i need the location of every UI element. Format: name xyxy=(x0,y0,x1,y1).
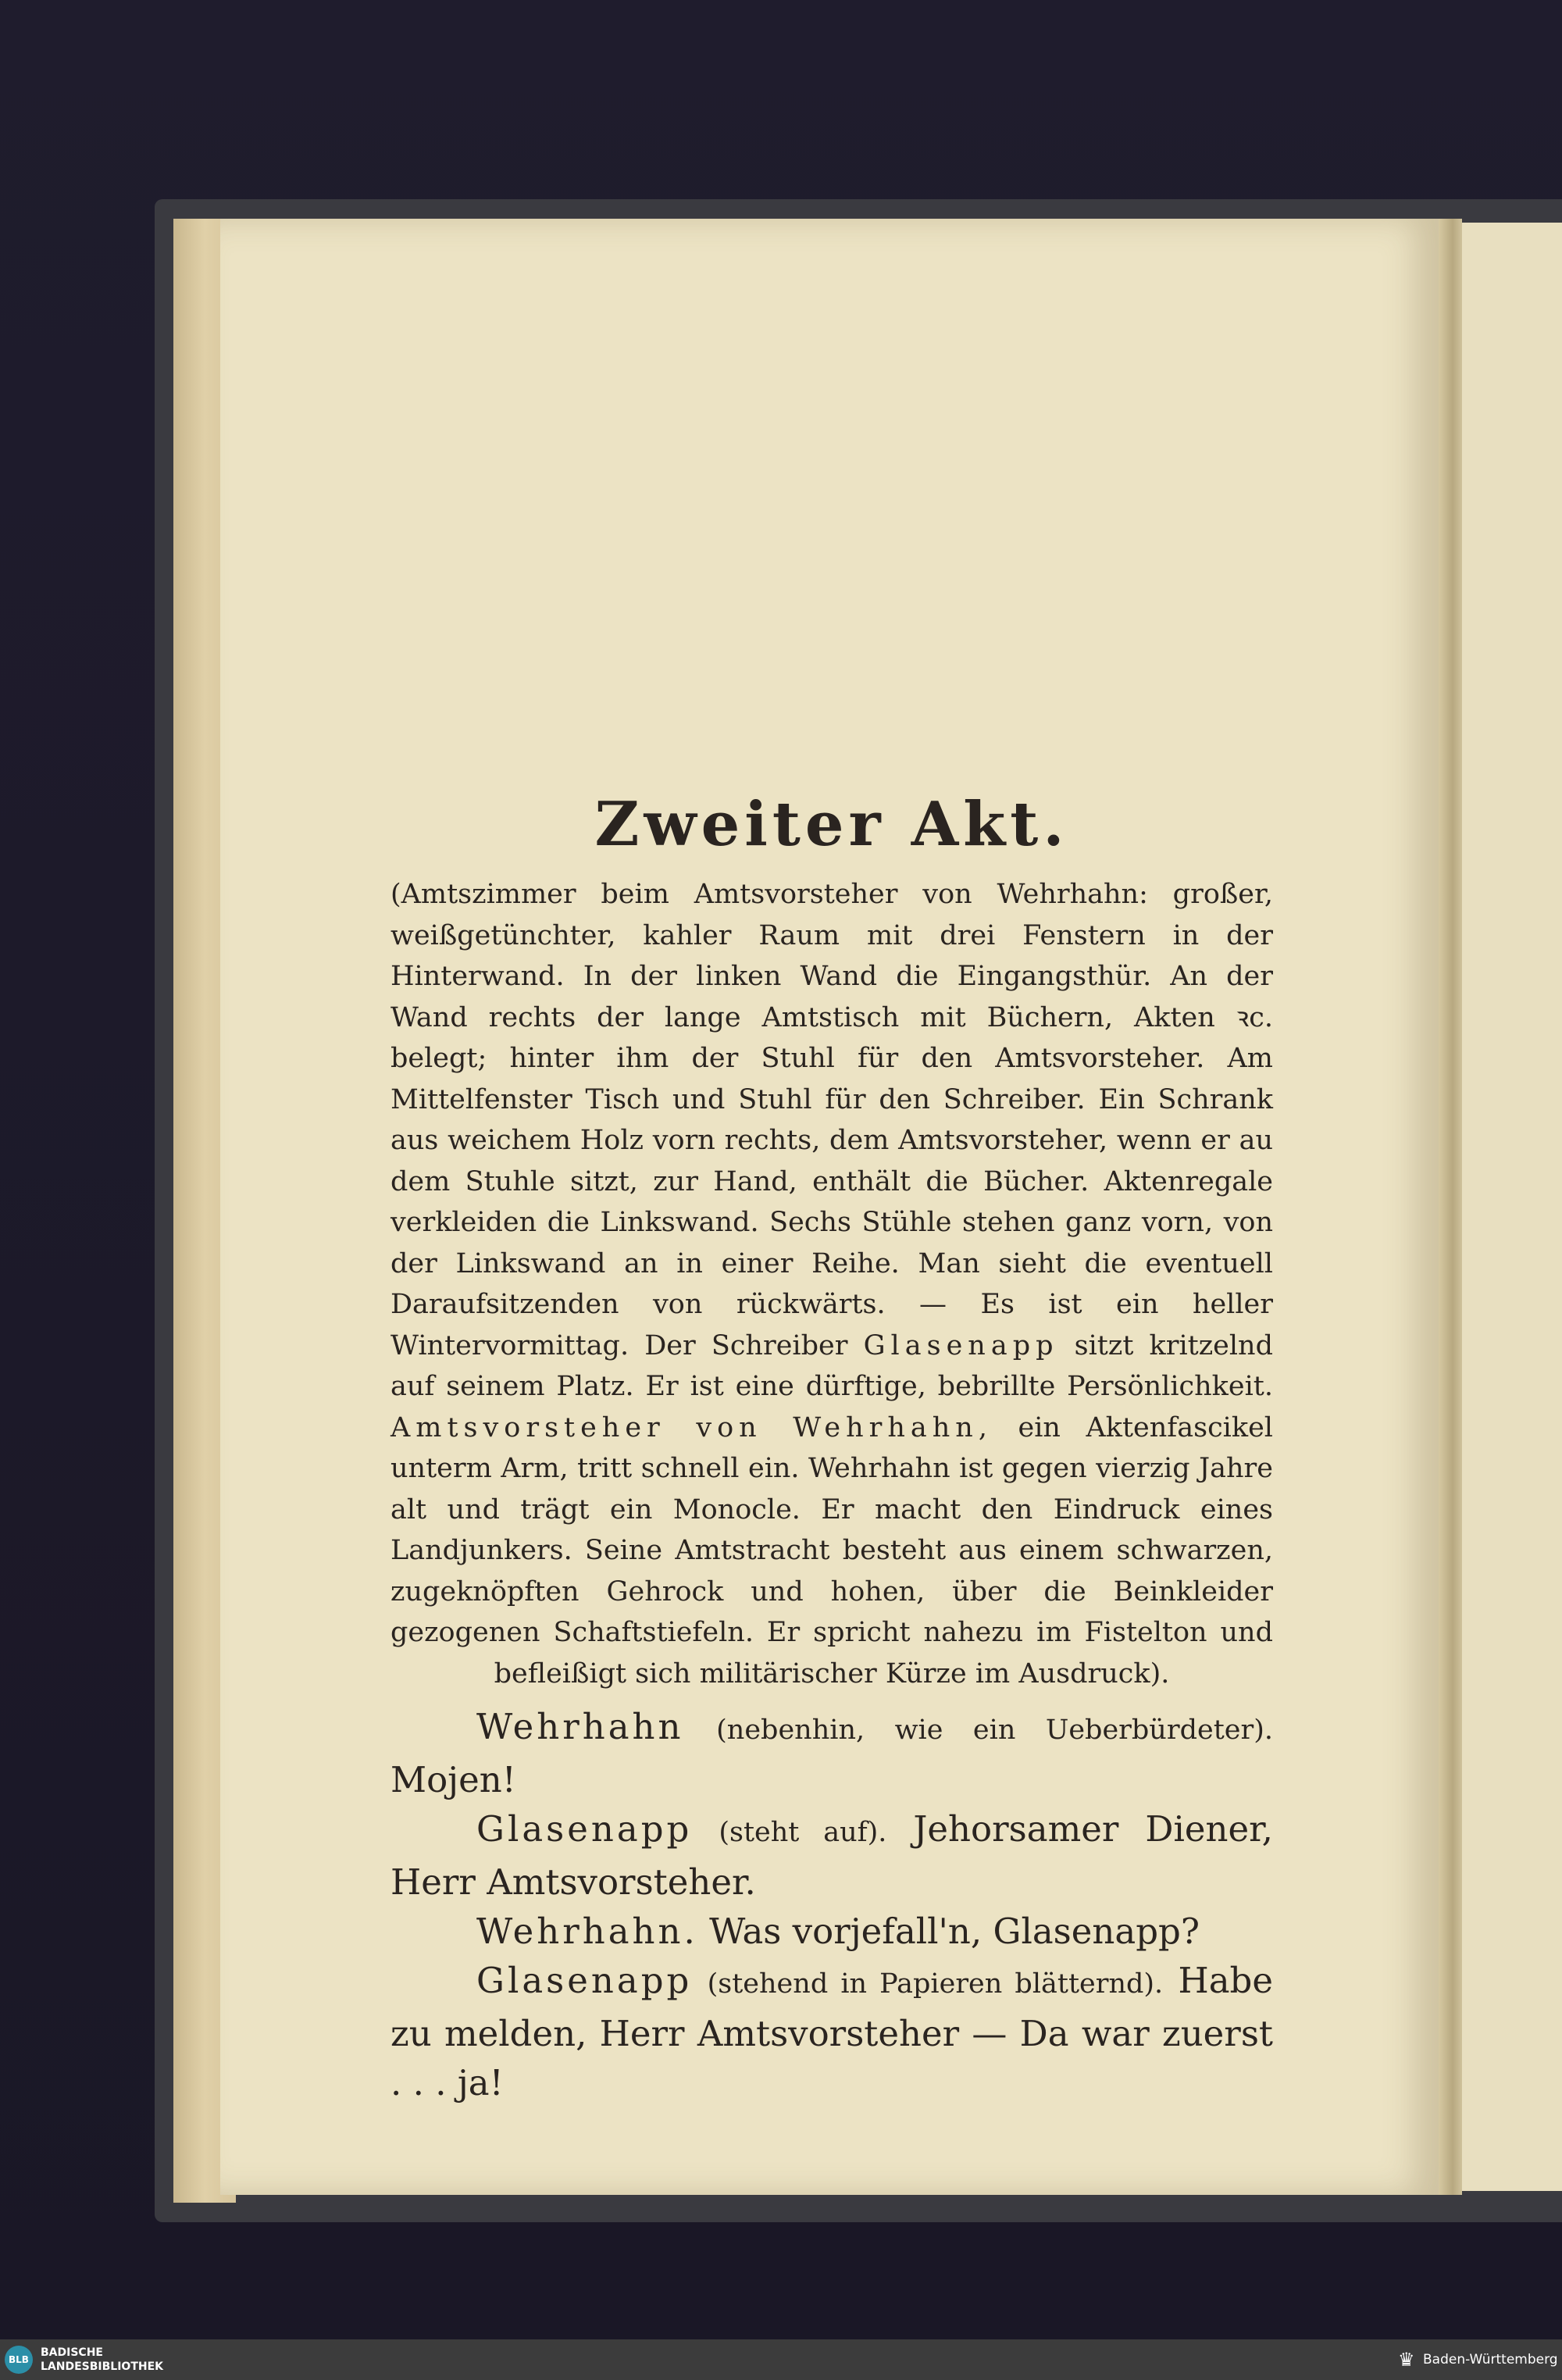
page-text xyxy=(390,789,1273,2107)
footer-bar xyxy=(0,2339,1562,2380)
dialogue-line xyxy=(390,1702,1273,1804)
dialogue-text: Habe zu melden, Herr Amtsvorsteher — Da war zuerst . . . ja! xyxy=(390,1960,1273,2103)
state-name: Baden-Württemberg xyxy=(1423,2352,1558,2368)
speaker-direction: (steht auf). xyxy=(719,1817,887,1848)
book-gutter xyxy=(1439,219,1462,2195)
dialogue-text: Was vorjefall'n, Glasenapp? xyxy=(709,1911,1200,1952)
dialogue-block xyxy=(390,1702,1273,2107)
blb-logo-icon: BLB xyxy=(5,2346,33,2374)
dialogue-line xyxy=(390,1907,1273,1956)
speaker-name: Wehrhahn. xyxy=(476,1911,698,1952)
speaker-direction: (stehend in Papieren blätternd). xyxy=(707,1968,1164,2000)
speaker-name: Glasenapp xyxy=(476,1960,693,2001)
stage-direction-part3: ein Aktenfascikel unterm Arm, tritt schnell ein. Wehrhahn ist gegen vierzig Jahre alt und trägt ein Monocle. Er macht den Eindruck eines Landjunkers. Seine Amtstracht besteht aus einem schwarzen, zugeknöpften Gehrock und hohen, über die Beinkleider gezogenen Schaftstiefeln. Er spricht nahezu im Fistelton und befleißigt sich militärischer Kürze im Ausdruck). xyxy=(390,1411,1273,1690)
stage-direction-part1: (Amtszimmer beim Amtsvorsteher von Wehrhahn: großer, weißgetünchter, kahler Raum mit drei Fenstern in der Hinterwand. In der linken Wand die Eingangsthür. An der Wand rechts der lange Amtstisch mit Büchern, Akten ꝛc. belegt; hinter ihm der Stuhl für den Amtsvorsteher. Am Mittelfenster Tisch und Stuhl für den Schreiber. Ein Schrank aus weichem Holz vorn rechts, dem Amtsvorsteher, wenn er au dem Stuhle sitzt, zur Hand, enthält die Bücher. Aktenregale verkleiden die Linkswand. Sechs Stühle stehen ganz vorn, von der Linkswand an in einer Reihe. Man sieht die eventuell Daraufsitzenden von rückwärts. — Es ist ein heller Wintervormittag. Der Schreiber xyxy=(390,879,1273,1361)
stage-direction xyxy=(390,874,1273,1694)
coat-of-arms-icon: ♛ xyxy=(1398,2349,1415,2371)
library-name-line1: BADISCHE xyxy=(41,2346,103,2359)
speaker-direction: (nebenhin, wie ein Ueberbürdeter). xyxy=(716,1715,1273,1746)
dialogue-line xyxy=(390,1956,1273,2107)
facing-page xyxy=(1462,223,1562,2191)
library-name xyxy=(41,2346,163,2374)
act-title: Zweiter Akt. xyxy=(594,789,1069,860)
dialogue-text: Jehorsamer Diener, Herr Amtsvorsteher. xyxy=(390,1808,1273,1903)
speaker-name: Glasenapp xyxy=(476,1808,693,1850)
character-name-glasenapp: Glasenapp xyxy=(863,1329,1059,1361)
dialogue-text: Mojen! xyxy=(390,1759,516,1800)
library-name-line2: LANDESBIBLIOTHEK xyxy=(41,2360,164,2373)
speaker-name: Wehrhahn xyxy=(476,1706,684,1747)
stage-direction-part2: sitzt kritzelnd auf seinem Platz. Er ist eine dürftige, bebrillte Persönlichkeit. xyxy=(390,1329,1273,1402)
dialogue-line xyxy=(390,1804,1273,1907)
character-name-wehrhahn: Amtsvorsteher von Wehrhahn, xyxy=(390,1411,993,1443)
